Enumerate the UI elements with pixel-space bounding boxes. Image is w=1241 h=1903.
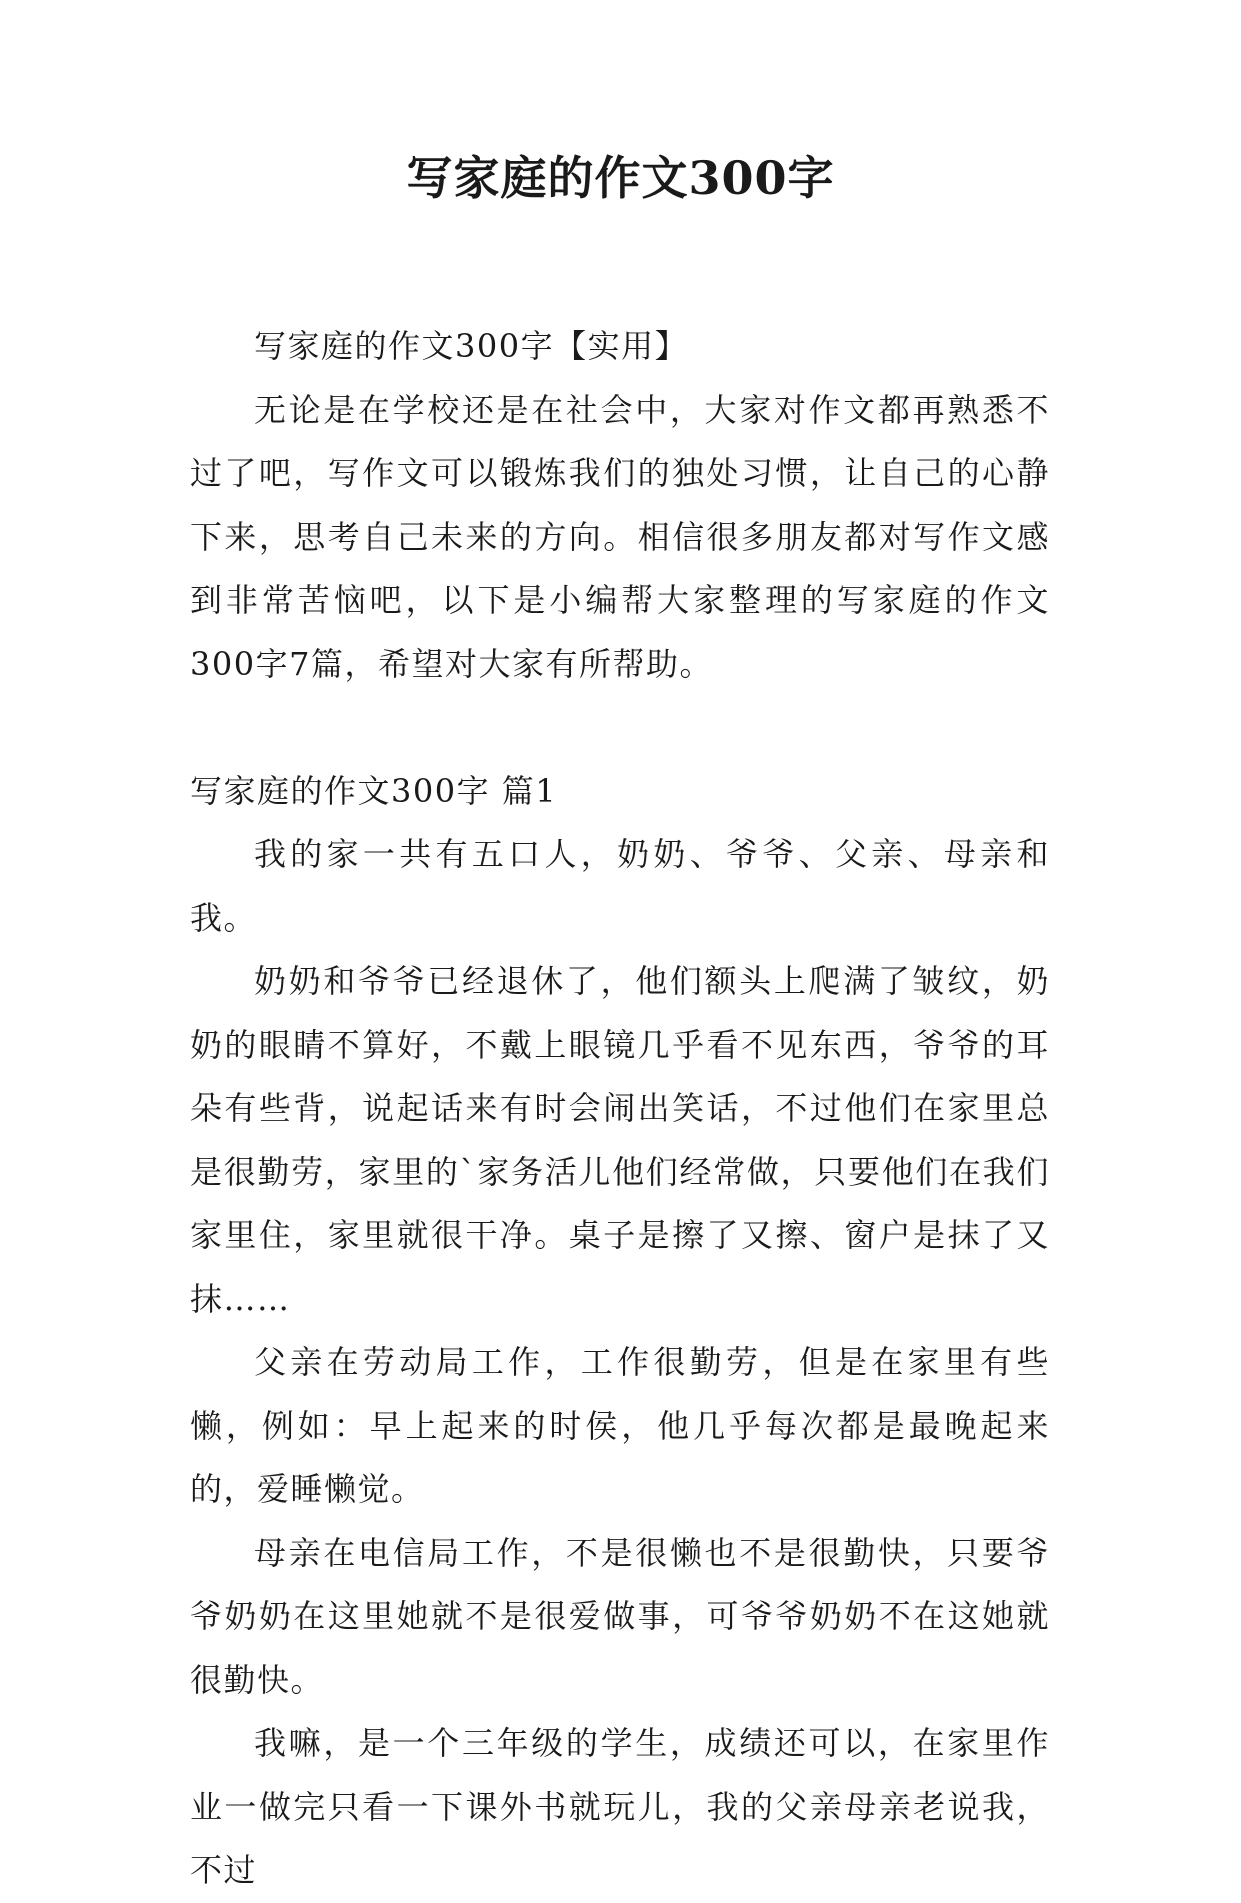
essay-paragraph: 奶奶和爷爷已经退休了，他们额头上爬满了皱纹，奶奶的眼睛不算好，不戴上眼镜几乎看不见东西，爷爷的耳朵有些背，说起话来有时会闹出笑话，不过他们在家里总是很勤劳，家里的`家务活儿他们经常做，只要他们在我们家里住，家里就很干净。桌子是擦了又擦、窗户是抹了又抹……: [190, 962, 1050, 1318]
document-subtitle: 写家庭的作文300字【实用】: [254, 327, 689, 365]
essay-paragraph: 父亲在劳动局工作，工作很勤劳，但是在家里有些懒，例如：早上起来的时侯，他几乎每次都是最晚起来的，爱睡懒觉。: [190, 1343, 1050, 1508]
section-spacer: [190, 696, 1050, 760]
section-heading: 写家庭的作文300字 篇1: [190, 771, 558, 810]
document-title: 写家庭的作文300字: [406, 151, 835, 205]
essay-paragraph: 我嘛，是一个三年级的学生，成绩还可以，在家里作业一做完只看一下课外书就玩儿，我的父亲母亲老说我，不过: [190, 1724, 1050, 1889]
document-body: [190, 315, 1050, 1903]
essay-paragraph: 母亲在电信局工作，不是很懒也不是很勤快，只要爷爷奶奶在这里她就不是很爱做事，可爷爷奶奶不在这她就很勤快。: [190, 1533, 1050, 1699]
intro-paragraph: 无论是在学校还是在社会中，大家对作文都再熟悉不过了吧，写作文可以锻炼我们的独处习惯，让自己的心静下来，思考自己未来的方向。相信很多朋友都对写作文感到非常苦恼吧，以下是小编帮大家整理的写家庭的作文300字7篇，希望对大家有所帮助。: [190, 390, 1050, 683]
essay-paragraph: 我的家一共有五口人，奶奶、爷爷、父亲、母亲和我。: [190, 835, 1050, 937]
